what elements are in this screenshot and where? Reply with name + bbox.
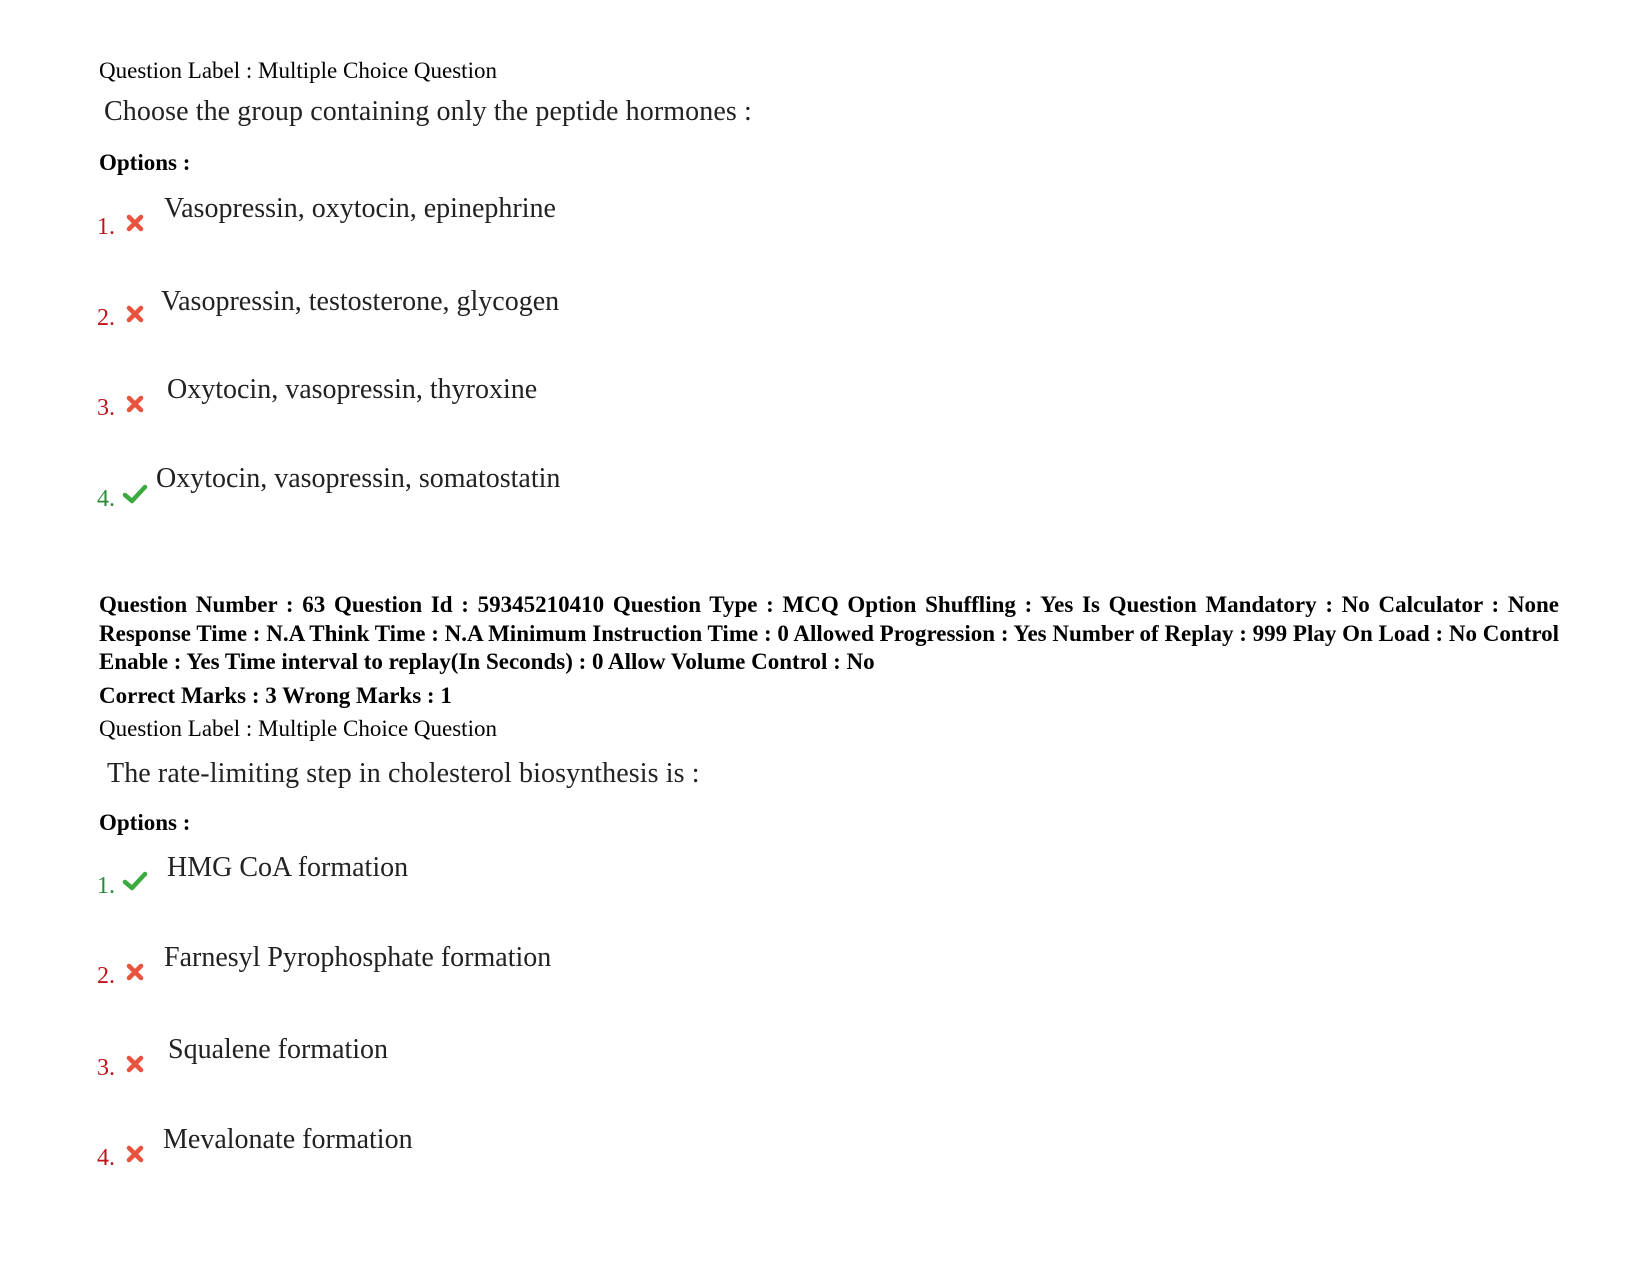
question-text: The rate-limiting step in cholesterol biosynthesis is : [107,758,700,789]
options-heading: Options : [99,150,191,175]
option-text: Oxytocin, vasopressin, somatostatin [156,463,561,494]
options-heading: Options : [99,810,191,835]
question-label: Question Label : Multiple Choice Question [99,58,497,83]
option-text: Farnesyl Pyrophosphate formation [164,942,552,973]
option-number: 4. [97,1145,115,1171]
cross-icon [124,212,146,234]
option-number: 1. [97,873,115,899]
option-number: 1. [97,214,115,240]
cross-icon [124,1053,146,1075]
option-number: 2. [97,305,115,331]
cross-icon [124,303,146,325]
option-text: Oxytocin, vasopressin, thyroxine [167,374,538,405]
marks-info: Correct Marks : 3 Wrong Marks : 1 [99,683,452,708]
option-text: Vasopressin, testosterone, glycogen [161,286,560,317]
option-number: 3. [97,1055,115,1081]
cross-icon [124,1143,146,1165]
option-number: 4. [97,486,115,512]
option-text: Squalene formation [168,1034,389,1065]
cross-icon [124,393,146,415]
question-label: Question Label : Multiple Choice Question [99,716,497,741]
cross-icon [124,961,146,983]
check-icon [122,483,148,505]
option-text: HMG CoA formation [167,852,409,883]
question-metadata: Question Number : 63 Question Id : 59345210410 Question Type : MCQ Option Shuffling : Yes Is Question Mandatory : No Calculator : None Response Time : N.A Think Time : N.A Minimum Instruction Time : 0 Allowed Progression : Yes Number of Replay : 999 Play On Load : No Control Enable : Yes Time interval to replay(In Seconds) : 0 Allow Volume Control : No [99,592,1559,674]
option-text: Mevalonate formation [163,1124,413,1155]
check-icon [122,870,148,892]
option-number: 3. [97,395,115,421]
option-number: 2. [97,963,115,989]
question-text: Choose the group containing only the peptide hormones : [104,96,752,127]
option-text: Vasopressin, oxytocin, epinephrine [164,193,556,224]
